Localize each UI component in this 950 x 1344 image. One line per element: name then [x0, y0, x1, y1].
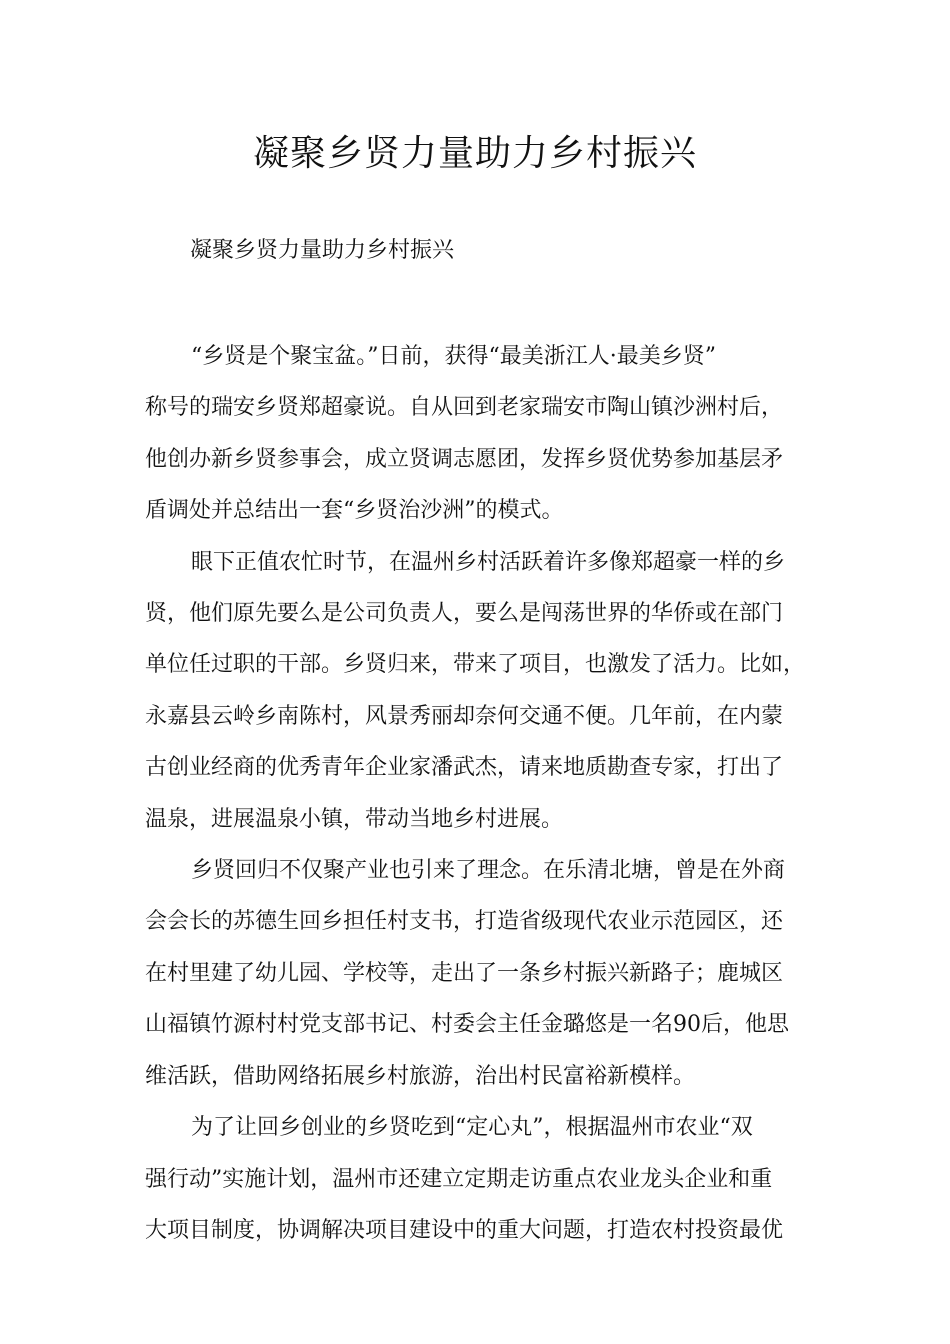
- paragraph-4: [145, 1102, 815, 1256]
- paragraph-line: 永嘉县云岭乡南陈村，风景秀丽却奈何交通不便。几年前，在内蒙: [145, 703, 784, 729]
- paragraph-line: 会会长的苏德生回乡担任村支书，打造省级现代农业示范园区，还: [145, 909, 784, 935]
- paragraph-line: 单位任过职的干部。乡贤归来，带来了项目，也激发了活力。比如，: [145, 652, 806, 678]
- paragraph-line: 乡贤回归不仅聚产业也引来了理念。在乐清北塘，曾是在外商: [191, 858, 786, 884]
- paragraph-1: [145, 331, 815, 537]
- document-body: [145, 331, 815, 1256]
- paragraph-3: [145, 845, 815, 1102]
- paragraph-line: 称号的瑞安乡贤郑超豪说。自从回到老家瑞安市陶山镇沙洲村后，: [145, 395, 784, 421]
- paragraph-line: 在村里建了幼儿园、学校等，走出了一条乡村振兴新路子；鹿城区: [145, 960, 784, 986]
- paragraph-line: 山福镇竹源村村党支部书记、村委会主任金璐悠是一名90后，他思: [145, 1012, 789, 1038]
- paragraph-2: [145, 537, 815, 845]
- paragraph-line: 盾调处并总结出一套“乡贤治沙洲”的模式。: [145, 498, 564, 524]
- document-title: 凝聚乡贤力量助力乡村振兴: [252, 133, 697, 174]
- paragraph-line: “乡贤是个聚宝盆。”日前，获得“最美浙江人·最美乡贤”: [191, 344, 716, 369]
- paragraph-line: 古创业经商的优秀青年企业家潘武杰，请来地质勘查专家，打出了: [145, 755, 784, 781]
- paragraph-line: 贤，他们原先要么是公司负责人，要么是闯荡世界的华侨或在部门: [145, 601, 784, 627]
- paragraph-line: 眼下正值农忙时节，在温州乡村活跃着许多像郑超豪一样的乡: [191, 549, 786, 575]
- document-subtitle: 凝聚乡贤力量助力乡村振兴: [190, 238, 455, 263]
- paragraph-line: 维活跃，借助网络拓展乡村旅游，治出村民富裕新模样。: [145, 1063, 696, 1089]
- paragraph-line: 他创办新乡贤参事会，成立贤调志愿团，发挥乡贤优势参加基层矛: [145, 446, 784, 472]
- paragraph-line: 为了让回乡创业的乡贤吃到“定心丸”，根据温州市农业“双: [191, 1115, 753, 1141]
- paragraph-line: 大项目制度，协调解决项目建设中的重大问题，打造农村投资最优: [145, 1217, 784, 1243]
- paragraph-line: 强行动”实施计划，温州市还建立定期走访重点农业龙头企业和重: [145, 1166, 773, 1192]
- paragraph-line: 温泉，进展温泉小镇，带动当地乡村进展。: [145, 806, 564, 832]
